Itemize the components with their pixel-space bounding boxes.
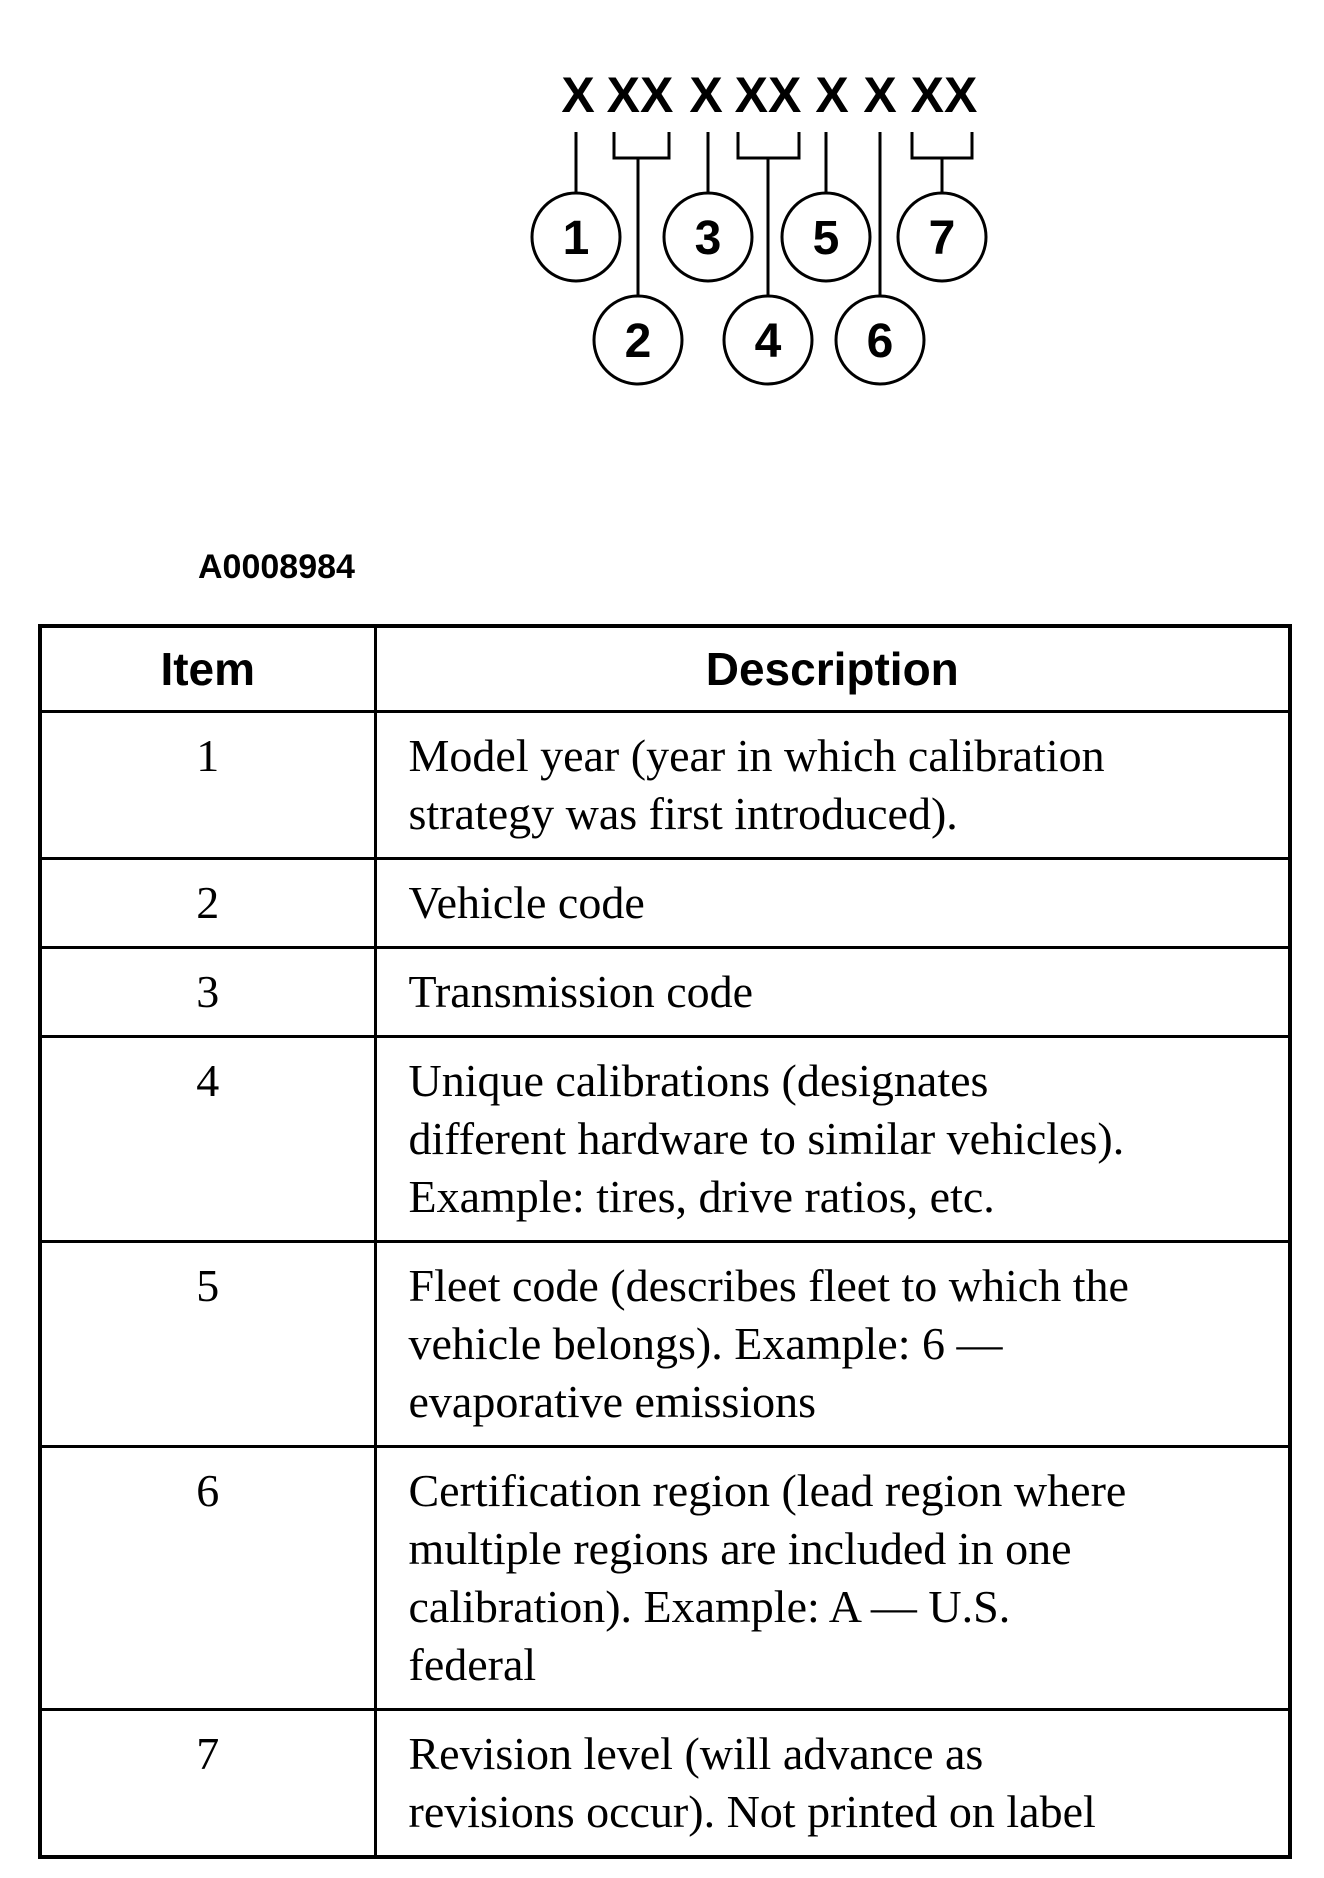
code-group-6: X (863, 67, 897, 123)
item-description (375, 1447, 1290, 1710)
callout-5 (782, 193, 870, 281)
description-line: revisions occur). Not printed on label (408, 1786, 1096, 1837)
table-row (40, 712, 1290, 859)
table-row (40, 1037, 1290, 1242)
description-line: multiple regions are included in one (408, 1523, 1072, 1574)
callout-label-7: 7 (928, 212, 956, 265)
description-line: Vehicle code (408, 877, 645, 928)
bracket-7 (912, 132, 972, 158)
code-group-5: X (815, 67, 849, 123)
item-number: 7 (40, 1710, 375, 1858)
item-description (375, 712, 1290, 859)
figure-id: A0008984 (198, 548, 355, 586)
description-line: evaporative emissions (408, 1376, 817, 1427)
item-number: 2 (40, 859, 375, 948)
calibration-code-diagram (0, 0, 1324, 400)
callout-label-2: 2 (624, 315, 652, 368)
callout-3 (664, 193, 752, 281)
description-line: different hardware to similar vehicles). (408, 1113, 1125, 1164)
item-description (375, 948, 1290, 1037)
description-line: Certification region (lead region where (408, 1465, 1127, 1516)
callout-label-3: 3 (694, 212, 722, 265)
item-description (375, 1037, 1290, 1242)
callout-2 (594, 296, 682, 384)
item-number: 4 (40, 1037, 375, 1242)
bracket-4 (738, 132, 799, 158)
description-line: Example: tires, drive ratios, etc. (408, 1171, 995, 1222)
table-row (40, 1710, 1290, 1858)
item-description (375, 1242, 1290, 1447)
item-number: 3 (40, 948, 375, 1037)
description-line: strategy was first introduced). (408, 788, 958, 839)
description-line: Fleet code (describes fleet to which the (408, 1260, 1129, 1311)
header-item: Item (40, 626, 375, 712)
description-line: federal (408, 1639, 537, 1690)
description-line: calibration). Example: A — U.S. (408, 1581, 1011, 1632)
callout-label-6: 6 (866, 315, 894, 368)
code-group-4: XX (734, 67, 802, 123)
table-body (40, 712, 1290, 1858)
header-description: Description (375, 626, 1290, 712)
code-group-3: X (689, 67, 723, 123)
callout-7 (898, 193, 986, 281)
table-header-row (40, 626, 1290, 712)
callout-1 (532, 193, 620, 281)
description-line: Revision level (will advance as (408, 1728, 984, 1779)
item-number: 5 (40, 1242, 375, 1447)
bracket-2 (614, 132, 669, 158)
description-line: Unique calibrations (designates (408, 1055, 989, 1106)
item-description (375, 1710, 1290, 1858)
callout-label-1: 1 (562, 212, 590, 265)
callout-label-5: 5 (812, 212, 840, 265)
description-line: Model year (year in which calibration (408, 730, 1105, 781)
code-group-1: X (561, 67, 595, 123)
callout-label-4: 4 (754, 315, 782, 368)
item-description-table (38, 624, 1292, 1859)
item-number: 6 (40, 1447, 375, 1710)
table-row (40, 1242, 1290, 1447)
callout-4 (724, 296, 812, 384)
description-line: Transmission code (408, 966, 754, 1017)
table-row (40, 1447, 1290, 1710)
item-description (375, 859, 1290, 948)
item-number: 1 (40, 712, 375, 859)
callout-6 (836, 296, 924, 384)
description-line: vehicle belongs). Example: 6 — (408, 1318, 1003, 1369)
table-row (40, 948, 1290, 1037)
code-group-7: XX (910, 67, 978, 123)
table-row (40, 859, 1290, 948)
code-group-2: XX (606, 67, 674, 123)
